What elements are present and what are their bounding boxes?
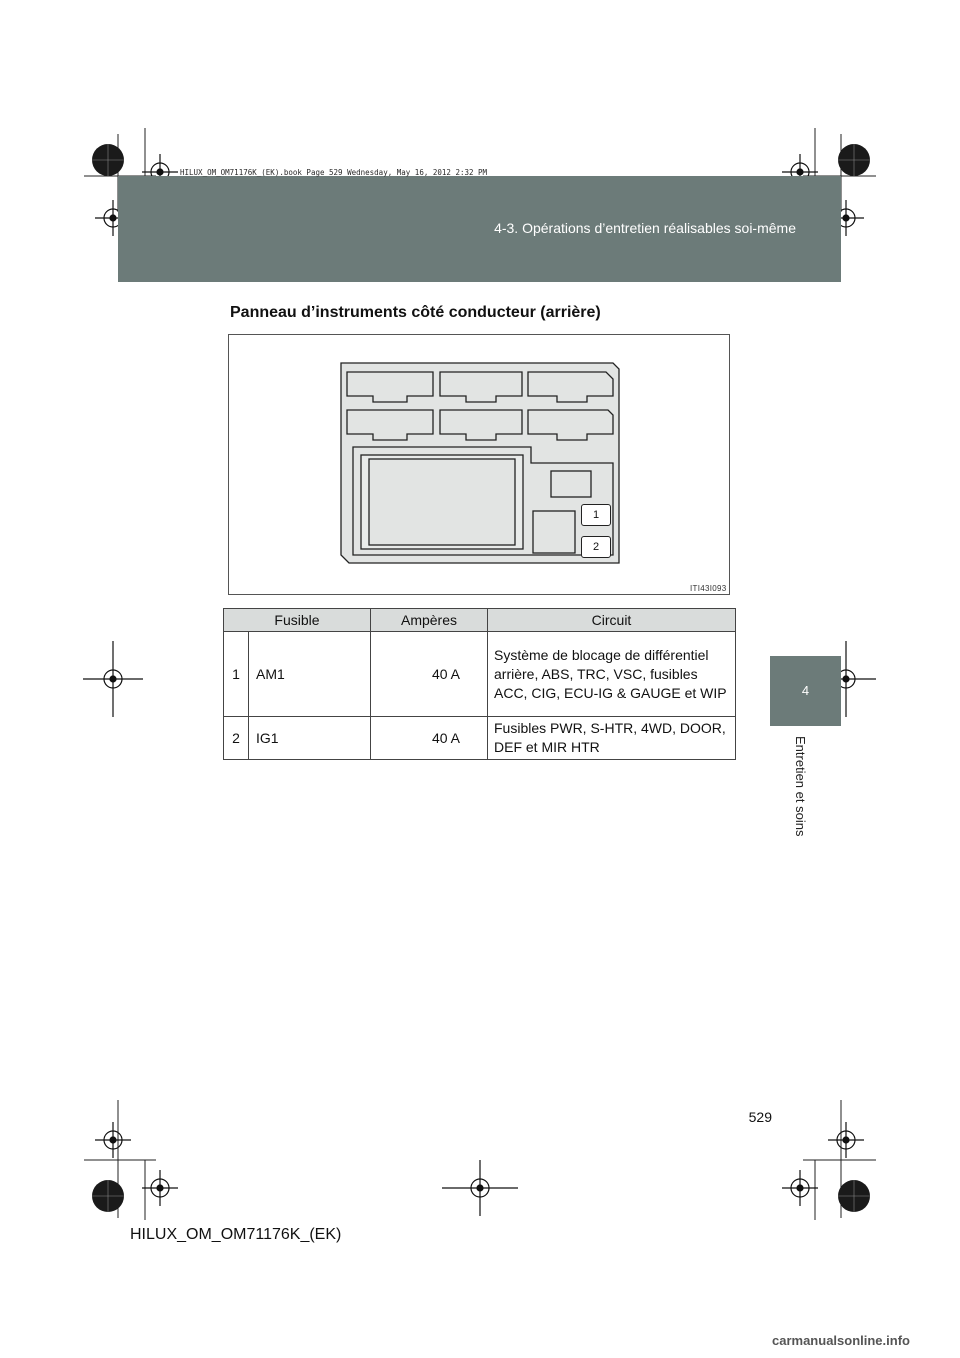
- book-stamp: HILUX_OM_OM71176K_(EK).book Page 529 Wednesday, May 16, 2012 2:32 PM: [180, 168, 488, 177]
- section-title: Panneau d’instruments côté conducteur (arrière): [230, 304, 601, 321]
- table-row: [224, 717, 736, 760]
- document-code: HILUX_OM_OM71176K_(EK): [130, 1226, 342, 1243]
- row-number: 1: [224, 632, 249, 717]
- header-fuse: Fusible: [224, 609, 371, 632]
- fuse-table: [223, 608, 736, 760]
- header-amperes: Ampères: [371, 609, 488, 632]
- table-header-row: [224, 609, 736, 632]
- chapter-tab-number: 4: [801, 683, 810, 698]
- header-circuit: Circuit: [488, 609, 736, 632]
- table-row: [224, 632, 736, 717]
- chapter-section-title: 4-3. Opérations d’entretien réalisables soi-même: [494, 220, 796, 236]
- fuse-box-figure: [228, 334, 730, 595]
- row-number: 2: [224, 717, 249, 760]
- row-amperes: 40 A: [371, 717, 488, 760]
- row-circuit: Système de blocage de différentiel arrière, ABS, TRC, VSC, fusibles ACC, CIG, ECU-IG & GAUGE et WIP: [488, 632, 736, 717]
- row-fuse: IG1: [249, 717, 371, 760]
- callout-2: 2: [581, 536, 611, 558]
- row-fuse: AM1: [249, 632, 371, 717]
- figure-code: ITI43I093: [690, 584, 727, 593]
- watermark: carmanualsonline.info: [772, 1333, 910, 1348]
- row-amperes: 40 A: [371, 632, 488, 717]
- callout-1: 1: [581, 504, 611, 526]
- page-number: 529: [748, 1109, 772, 1125]
- chapter-tab-label: Entretien et soins: [793, 736, 808, 837]
- row-circuit: Fusibles PWR, S-HTR, 4WD, DOOR, DEF et MIR HTR: [488, 717, 736, 760]
